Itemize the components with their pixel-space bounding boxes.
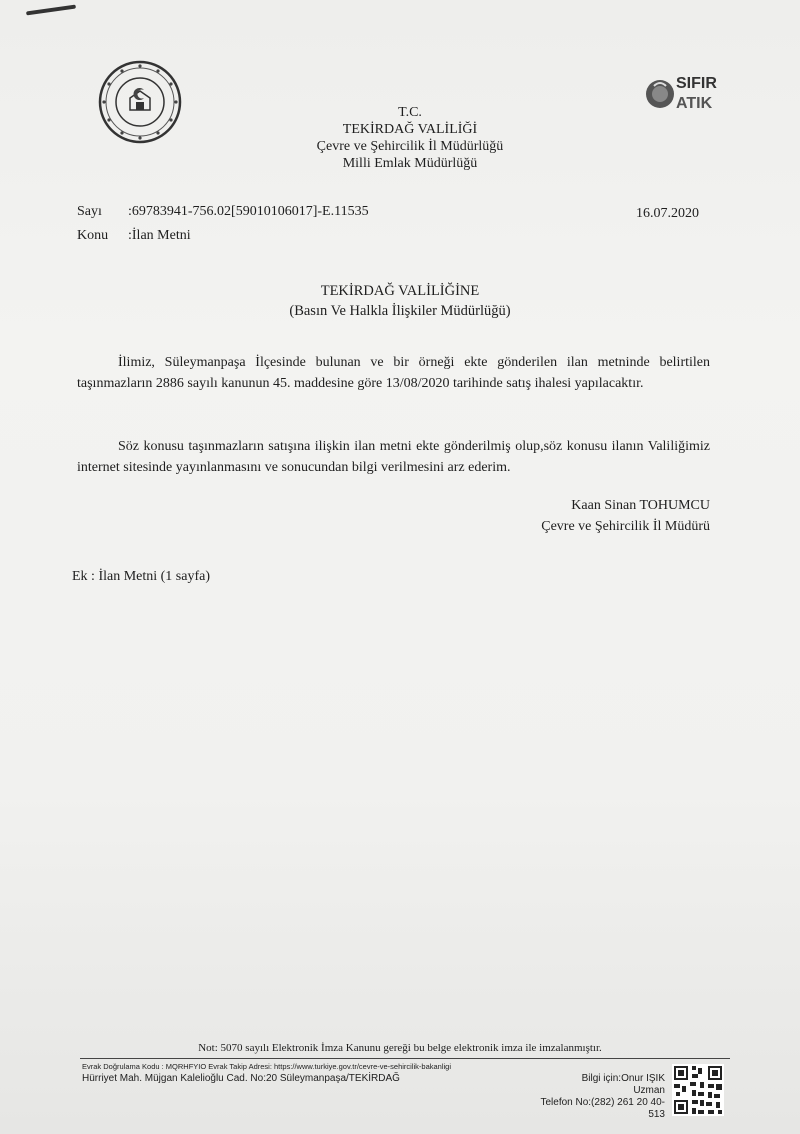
sifir-atik-logo [640, 64, 730, 128]
contact-person: Bilgi için:Onur IŞIK [581, 1073, 665, 1084]
signatory-name: Kaan Sinan TOHUMCU [571, 498, 710, 513]
header-governorship: TEKİRDAĞ VALİLİĞİ [342, 122, 478, 137]
signature-block [470, 495, 710, 537]
sayi-label: Sayı [77, 204, 102, 219]
header-department: Milli Emlak Müdürlüğü [342, 156, 478, 171]
addressee-subtitle: (Basın Ve Halkla İlişkiler Müdürlüğü) [289, 303, 511, 319]
attachment-line: Ek : İlan Metni (1 sayfa) [72, 569, 211, 584]
pen-mark [26, 5, 76, 16]
sifir-label: SIFIR [676, 75, 717, 92]
contact-role: Uzman [633, 1085, 665, 1096]
ministry-seal-icon [98, 60, 182, 144]
atik-label: ATIK [676, 95, 713, 112]
signatory-title: Çevre ve Şehircilik İl Müdürü [541, 519, 710, 534]
header-directorate: Çevre ve Şehircilik İl Müdürlüğü [316, 139, 504, 154]
paragraph-1-text: İlimiz, Süleymanpaşa İlçesinde bulunan ve bir örneği ekte gönderilen ilan metninde belirtilen taşınmazların 2886 sayılı kanunun 45. maddesine göre 13/08/2020 tarihinde satış ihalesi yapılacaktır. [77, 355, 710, 391]
institution-header [280, 104, 540, 172]
contact-phone: Telefon No:(282) 261 20 40- [540, 1097, 665, 1108]
footer-divider [80, 1058, 730, 1059]
addressee-title: TEKİRDAĞ VALİLİĞİNE [320, 283, 480, 299]
body-paragraph-1 [77, 352, 710, 394]
verification-line: Evrak Doğrulama Kodu : MQRHFYIO Evrak Takip Adresi: https://www.turkiye.gov.tr/cevre-ve-sehircilik-bakanligi [82, 1062, 452, 1071]
document-date: 16.07.2020 [636, 206, 699, 221]
contact-phone-ext: 513 [648, 1109, 665, 1120]
body-paragraph-2 [77, 436, 710, 478]
konu-label: Konu [77, 228, 109, 243]
address-line: Hürriyet Mah. Müjgan Kalelioğlu Cad. No:20 Süleymanpaşa/TEKİRDAĞ [82, 1073, 400, 1084]
konu-value: :İlan Metni [128, 228, 191, 243]
contact-info [500, 1073, 665, 1121]
paragraph-2-text: Söz konusu taşınmazların satışına ilişkin ilan metni ekte gönderilmiş olup,söz konusu ilanın Valiliğimiz internet sitesinde yayınlanmasını ve sonucundan bilgi verilmesini arz ederim. [77, 439, 710, 475]
e-signature-note: Not: 5070 sayılı Elektronik İmza Kanunu gereği bu belge elektronik imza ile imzalanmıştır. [198, 1042, 602, 1054]
sayi-value: :69783941-756.02[59010106017]-E.11535 [128, 204, 369, 219]
qr-code-icon [672, 1064, 724, 1116]
header-tc: T.C. [398, 105, 422, 120]
